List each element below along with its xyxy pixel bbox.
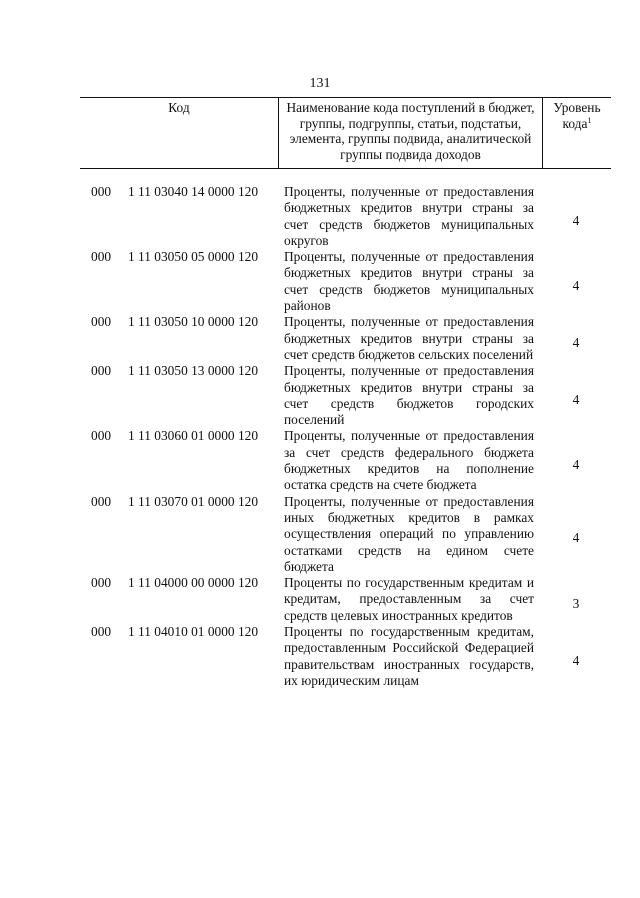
row-code: 1 11 04010 01 0000 120 — [128, 624, 259, 640]
row-description: Проценты, полученные от предоставления иных бюджетных кредитов в рамках осуществления операций по управлению остатками средств на едином счете бюджета — [284, 493, 534, 574]
table-row — [0, 624, 640, 689]
row-description: Проценты, полученные от предоставления бюджетных кредитов внутри страны за счет средств бюджетов муниципальных округов — [284, 184, 534, 248]
row-level: 4 — [572, 212, 580, 228]
row-prefix: 000 — [91, 249, 112, 265]
row-prefix: 000 — [91, 184, 112, 199]
table-row — [0, 428, 640, 493]
table-row — [0, 184, 640, 249]
row-level: 4 — [572, 277, 580, 293]
row-level: 4 — [572, 652, 580, 668]
row-description: Проценты, полученные от предоставления за счет средств федерального бюджета бюджетных кредитов на пополнение остатка средств на счете бюджета — [284, 428, 534, 493]
row-description: Проценты по государственным кредитам, предоставленным Российской Федерацией правительствам иностранных государств, их юридическим лицам — [284, 624, 534, 688]
row-prefix: 000 — [91, 575, 112, 591]
row-prefix: 000 — [91, 493, 112, 509]
row-level: 4 — [572, 457, 580, 473]
row-code: 1 11 03050 10 0000 120 — [128, 314, 259, 330]
table-header — [80, 97, 611, 169]
row-description: Проценты, полученные от предоставления бюджетных кредитов внутри страны за счет средств бюджетов муниципальных районов — [284, 249, 534, 314]
row-level: 4 — [572, 334, 580, 350]
row-level: 4 — [572, 391, 580, 407]
row-code: 1 11 03070 01 0000 120 — [128, 493, 259, 509]
table-row — [0, 575, 640, 624]
row-prefix: 000 — [91, 428, 112, 444]
table-row — [0, 314, 640, 363]
row-code: 1 11 04000 00 0000 120 — [128, 575, 259, 591]
row-prefix: 000 — [91, 363, 112, 379]
table-row — [0, 494, 640, 575]
row-description: Проценты, полученные от предоставления бюджетных кредитов внутри страны за счет средств бюджетов сельских поселений — [284, 314, 534, 362]
table-row — [0, 249, 640, 314]
row-description: Проценты по государственным кредитам и кредитам, предоставленным за счет средств целевых иностранных кредитов — [284, 575, 534, 623]
header-level — [543, 98, 611, 168]
row-code: 1 11 03050 13 0000 120 — [128, 363, 259, 379]
row-prefix: 000 — [91, 314, 112, 330]
table-body — [0, 184, 640, 689]
row-description: Проценты, полученные от предоставления бюджетных кредитов внутри страны за счет средств бюджетов городских поселений — [284, 363, 534, 428]
row-prefix: 000 — [91, 624, 112, 640]
row-code: 1 11 03050 05 0000 120 — [128, 249, 259, 265]
header-level-footnote: 1 — [587, 115, 592, 125]
table-row — [0, 363, 640, 428]
row-level: 4 — [572, 530, 580, 546]
row-code: 1 11 03060 01 0000 120 — [128, 428, 259, 444]
row-code: 1 11 03040 14 0000 120 — [128, 184, 259, 199]
header-code: Код — [168, 100, 190, 115]
page-number: 131 — [309, 76, 331, 91]
header-level-label: Уровень кода — [553, 100, 601, 131]
header-name: Наименование кода поступлений в бюджет, группы, подгруппы, статьи, подстатьи, элемента, группы подвида, аналитической группы подвида доходов — [278, 98, 543, 168]
row-level: 3 — [572, 595, 580, 611]
